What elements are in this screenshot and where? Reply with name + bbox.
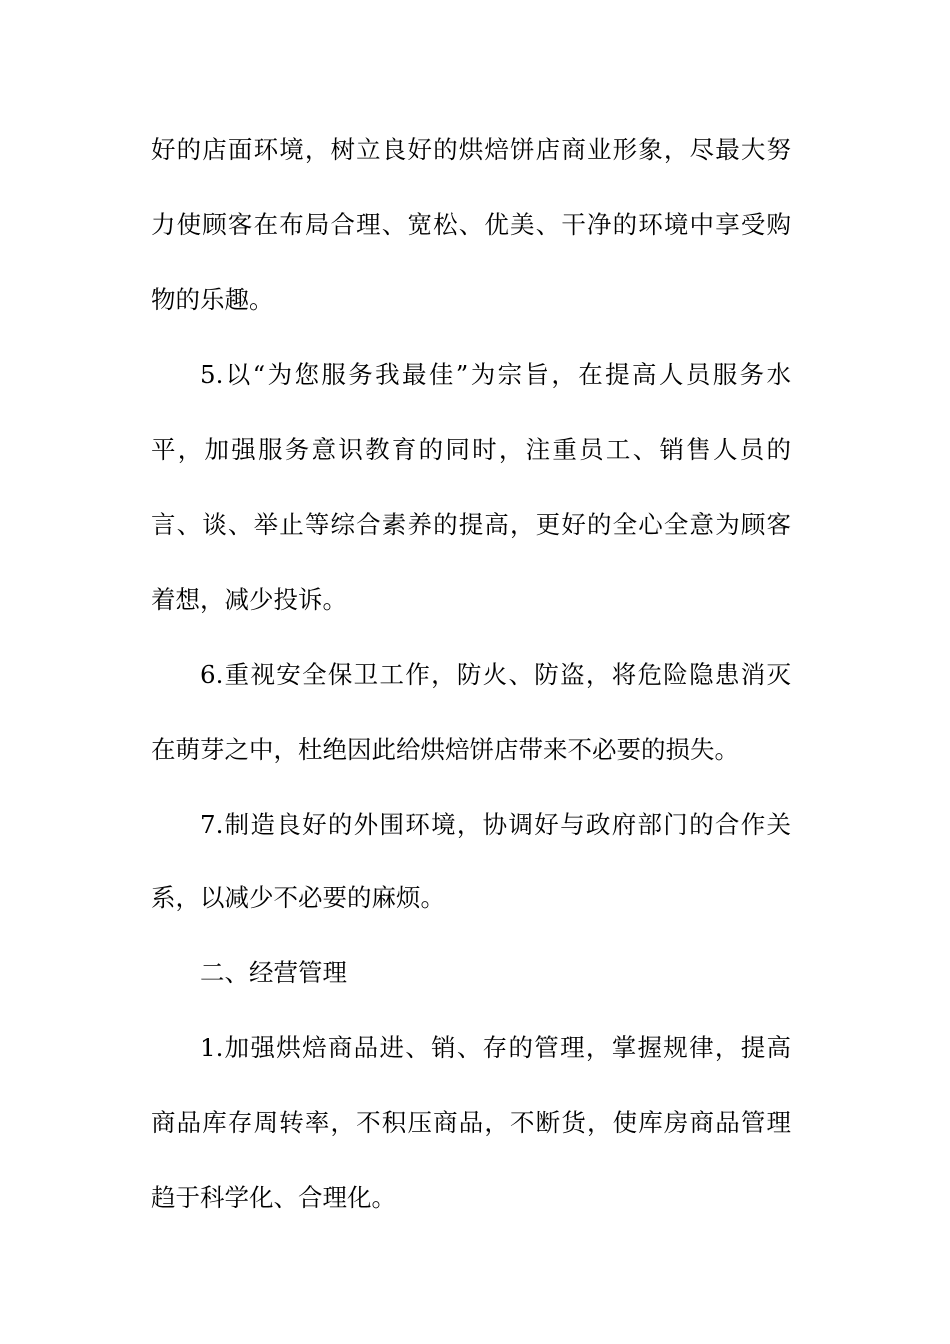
text-line: 着想，减少投诉。 bbox=[151, 585, 347, 614]
text-line: 在萌芽之中，杜绝因此给烘焙饼店带来不必要的损失。 bbox=[151, 735, 739, 764]
text-line: 商品库存周转率，不积压商品，不断货，使库房商品管理 bbox=[151, 1108, 791, 1137]
paragraph-start-line: 7.制造良好的外围环境，协调好与政府部门的合作关 bbox=[200, 810, 791, 839]
paragraph-start-line: 6.重视安全保卫工作，防火、防盗，将危险隐患消灭 bbox=[200, 660, 791, 689]
text-line: 平，加强服务意识教育的同时，注重员工、销售人员的 bbox=[151, 435, 791, 464]
paragraph-start-line: 5.以“为您服务我最佳”为宗旨，在提高人员服务水 bbox=[200, 360, 791, 389]
text-line: 系，以减少不必要的麻烦。 bbox=[151, 883, 445, 912]
text-line: 言、谈、举止等综合素养的提高，更好的全心全意为顾客 bbox=[151, 510, 791, 539]
paragraph-start-line: 1.加强烘焙商品进、销、存的管理，掌握规律，提高 bbox=[200, 1033, 791, 1062]
text-line: 好的店面环境，树立良好的烘焙饼店商业形象，尽最大努 bbox=[151, 135, 791, 164]
text-line: 力使顾客在布局合理、宽松、优美、干净的环境中享受购 bbox=[151, 210, 791, 239]
section-heading: 二、经营管理 bbox=[200, 958, 347, 987]
text-line: 物的乐趣。 bbox=[151, 285, 274, 314]
text-line: 趋于科学化、合理化。 bbox=[151, 1183, 396, 1212]
